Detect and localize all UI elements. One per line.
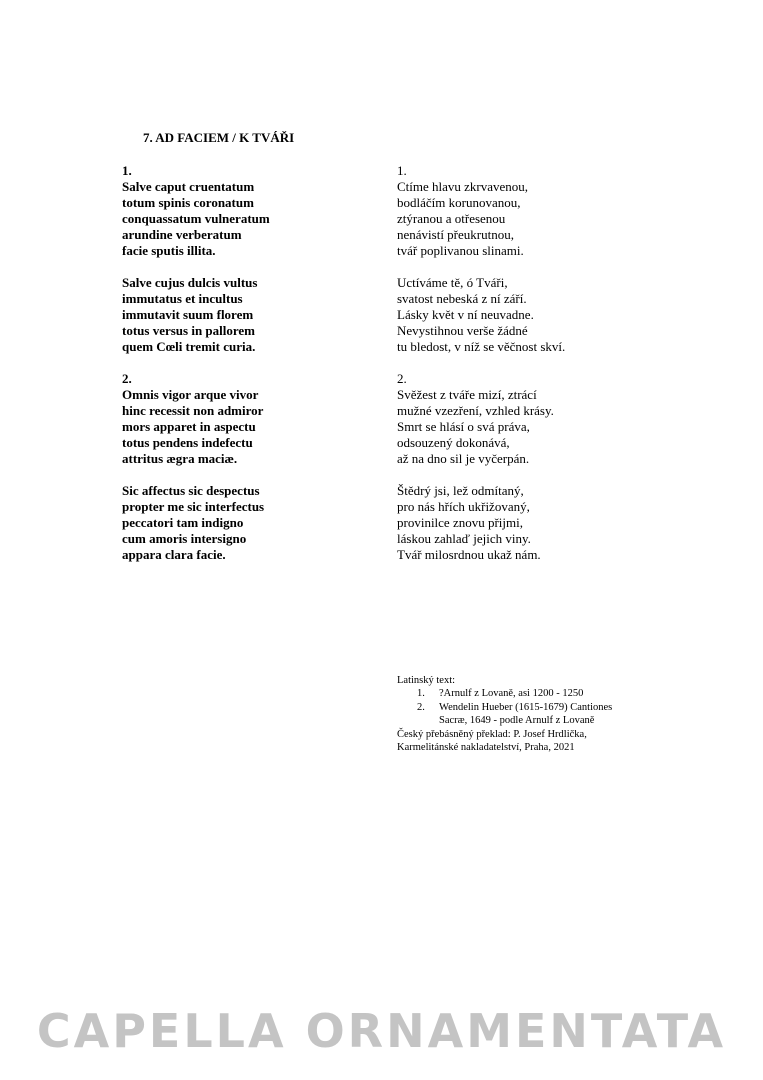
- verse-line: mužné vzezření, vzhled krásy.: [397, 403, 554, 418]
- page-title: 7. AD FACIEM / K TVÁŘI: [143, 130, 295, 145]
- verse-line: Lásky květ v ní neuvadne.: [397, 307, 534, 322]
- source-item: [397, 701, 647, 714]
- publisher-credit: Karmelitánské nakladatelství, Praha, 2021: [397, 742, 575, 754]
- czech-stanza-2b: [397, 483, 565, 563]
- czech-column: [397, 163, 565, 579]
- source-text: Wendelin Hueber (1615-1679) Cantiones: [439, 701, 613, 713]
- verse-line: Tvář milosrdnou ukaž nám.: [397, 547, 541, 562]
- verse-line: totus pendens indefectu: [122, 435, 253, 450]
- latin-stanza-number: 1.: [122, 163, 132, 178]
- verse-line: Ctíme hlavu zkrvavenou,: [397, 179, 529, 194]
- latin-stanza-1a: [122, 163, 270, 259]
- verse-line: facie sputis illita.: [122, 243, 216, 258]
- verse-line: totus versus in pallorem: [122, 323, 256, 338]
- verse-line: až na dno sil je vyčerpán.: [397, 451, 530, 466]
- verse-line: ztýranou a otřesenou: [397, 211, 506, 226]
- source-text-continued: Sacræ, 1649 - podle Arnulf z Lovaně: [439, 715, 595, 727]
- czech-stanza-1a: [397, 163, 565, 259]
- verse-line: odsouzený dokonává,: [397, 435, 510, 450]
- czech-stanza-number: 2.: [397, 371, 407, 386]
- brand-footer: CAPELLA ORNAMENTATA: [36, 1004, 727, 1058]
- verse-line: arundine verberatum: [122, 227, 242, 242]
- verse-line: conquassatum vulneratum: [122, 211, 270, 226]
- verse-line: láskou zahlaď jejich viny.: [397, 531, 531, 546]
- verse-line: Štědrý jsi, lež odmítaný,: [397, 483, 524, 498]
- verse-line: tu bledost, v níž se věčnost skví.: [397, 339, 566, 354]
- czech-stanza-2a: [397, 371, 565, 467]
- verse-line: immutatus et incultus: [122, 291, 243, 306]
- source-notes: [397, 674, 647, 754]
- verse-line: Svěžest z tváře mizí, ztrácí: [397, 387, 537, 402]
- latin-stanza-1b: [122, 275, 270, 355]
- latin-stanza-number: 2.: [122, 371, 132, 386]
- verse-line: Smrt se hlásí o svá práva,: [397, 419, 530, 434]
- verse-line: svatost nebeská z ní září.: [397, 291, 527, 306]
- verse-line: immutavit suum florem: [122, 307, 254, 322]
- source-number: 1.: [417, 688, 425, 700]
- verse-line: Omnis vigor arque vivor: [122, 387, 259, 402]
- verse-line: attritus ægra maciæ.: [122, 451, 238, 466]
- source-item: [397, 687, 647, 700]
- czech-stanza-number: 1.: [397, 163, 407, 178]
- verse-line: Sic affectus sic despectus: [122, 483, 260, 498]
- verse-line: totum spinis coronatum: [122, 195, 254, 210]
- verse-line: peccatori tam indigno: [122, 515, 244, 530]
- verse-line: pro nás hřích ukřižovaný,: [397, 499, 530, 514]
- verse-line: Uctíváme tě, ó Tváři,: [397, 275, 508, 290]
- verse-line: Salve cujus dulcis vultus: [122, 275, 258, 290]
- verse-line: mors apparet in aspectu: [122, 419, 256, 434]
- verse-line: cum amoris intersigno: [122, 531, 247, 546]
- latin-stanza-2b: [122, 483, 270, 563]
- verse-line: hinc recessit non admiror: [122, 403, 264, 418]
- verse-line: bodláčím korunovanou,: [397, 195, 521, 210]
- verse-line: Nevystihnou verše žádné: [397, 323, 528, 338]
- verse-line: Salve caput cruentatum: [122, 179, 255, 194]
- latin-column: [122, 163, 270, 579]
- source-number: 2.: [417, 701, 425, 713]
- verse-line: provinilce znovu přijmi,: [397, 515, 524, 530]
- notes-heading: Latinský text:: [397, 675, 456, 686]
- verse-line: appara clara facie.: [122, 547, 226, 562]
- verse-line: tvář poplivanou slinami.: [397, 243, 524, 258]
- czech-stanza-1b: [397, 275, 565, 355]
- translation-credit: Český přebásněný překlad: P. Josef Hrdlička,: [397, 728, 587, 740]
- verse-line: propter me sic interfectus: [122, 499, 265, 514]
- verse-line: nenávistí přeukrutnou,: [397, 227, 514, 242]
- latin-stanza-2a: [122, 371, 270, 467]
- source-text: ?Arnulf z Lovaně, asi 1200 - 1250: [439, 688, 584, 700]
- verse-line: quem Cœli tremit curia.: [122, 339, 256, 354]
